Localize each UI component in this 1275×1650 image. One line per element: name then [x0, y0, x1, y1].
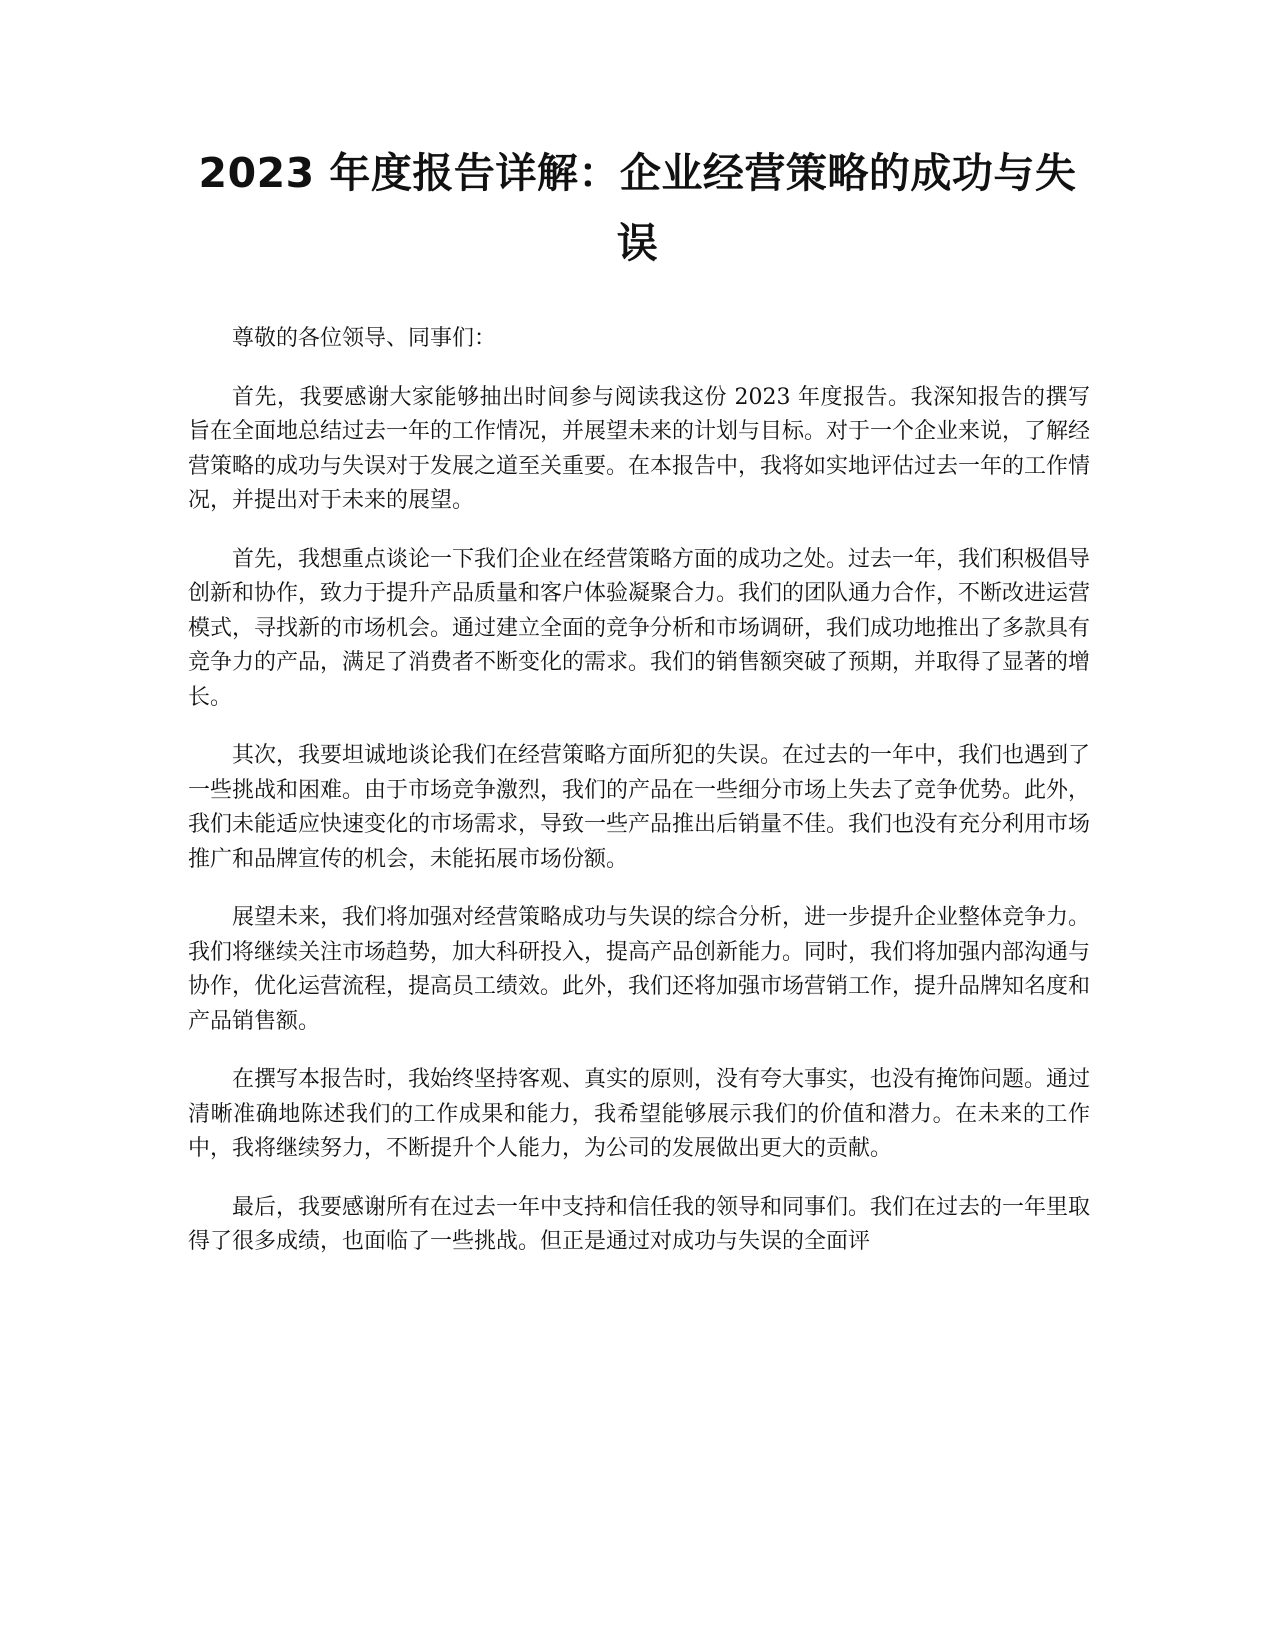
document-title: 2023 年度报告详解：企业经营策略的成功与失误: [198, 149, 1077, 267]
paragraph-outlook: 展望未来，我们将加强对经营策略成功与失误的综合分析，进一步提升企业整体竞争力。我们将继续关注市场趋势，加大科研投入，提高产品创新能力。同时，我们将加强内部沟通与协作，优化运营流程，提高员工绩效。此外，我们还将加强市场营销工作，提升品牌知名度和产品销售额。: [188, 905, 1091, 1034]
paragraph-mistakes: 其次，我要坦诚地谈论我们在经营策略方面所犯的失误。在过去的一年中，我们也遇到了一些挑战和困难。由于市场竞争激烈，我们的产品在一些细分市场上失去了竞争优势。此外，我们未能适应快速变化的市场需求，导致一些产品推出后销量不佳。我们也没有充分利用市场推广和品牌宣传的机会，未能拓展市场份额。: [188, 743, 1091, 872]
paragraph-intro: 首先，我要感谢大家能够抽出时间参与阅读我这份 2023 年度报告。我深知报告的撰写旨在全面地总结过去一年的工作情况，并展望未来的计划与目标。对于一个企业来说，了解经营策略的成功与失误对于发展之道至关重要。在本报告中，我将如实地评估过去一年的工作情况，并提出对于未来的展望。: [188, 384, 1091, 513]
document-body: [188, 322, 1090, 1284]
paragraph-successes: 首先，我想重点谈论一下我们企业在经营策略方面的成功之处。过去一年，我们积极倡导创新和协作，致力于提升产品质量和客户体验凝聚合力。我们的团队通力合作，不断改进运营模式，寻找新的市场机会。通过建立全面的竞争分析和市场调研，我们成功地推出了多款具有竞争力的产品，满足了消费者不断变化的需求。我们的销售额突破了预期，并取得了显著的增长。: [188, 546, 1091, 710]
paragraph-principles: 在撰写本报告时，我始终坚持客观、真实的原则，没有夸大事实，也没有掩饰问题。通过清晰准确地陈述我们的工作成果和能力，我希望能够展示我们的价值和潜力。在未来的工作中，我将继续努力，不断提升个人能力，为公司的发展做出更大的贡献。: [188, 1067, 1091, 1161]
paragraph-closing: 最后，我要感谢所有在过去一年中支持和信任我的领导和同事们。我们在过去的一年里取得了很多成绩，也面临了一些挑战。但正是通过对成功与失误的全面评: [188, 1194, 1091, 1254]
greeting-paragraph: 尊敬的各位领导、同事们：: [232, 326, 497, 351]
